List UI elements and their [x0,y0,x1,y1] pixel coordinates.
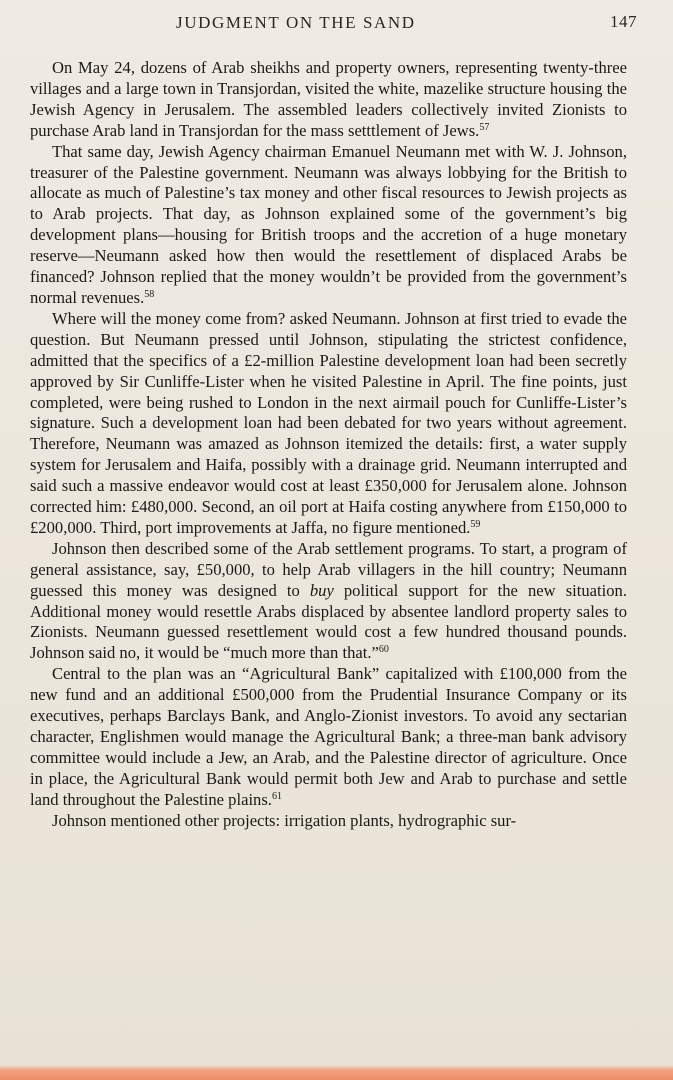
paragraph-text: Johnson then described some of the Arab settlement programs. To start, a program of general assistance, say, £50,000, to help Arab villagers in the hill country; Neumann guessed this money was designed to [30,538,627,600]
paragraph-text: Central to the plan was an “Agricultural Bank” capitalized with £100,000 from the new fund and an additional £500,000 from the Prudential Insurance Company or its executives, perhaps Barclays Bank, and Anglo-Zionist investors. To avoid any sectarian character, Englishmen would manage the Agricultural Bank; a three-man bank advisory committee would include a Jew, an Arab, and the Palestine director of agriculture. Once in place, the Agricultural Bank would permit both Jew and Arab to purchase and settle land throughout the Palestine plains. [30,664,627,809]
paragraph [30,58,627,142]
paragraph-text: Where will the money come from? asked Neumann. Johnson at first tried to evade the question. But Neumann pressed until Johnson, stipulating the strictest confidence, admitted that the specifics of a £2-million Palestine development loan had been secretly approved by Sir Cunliffe-Lister when he visited Palestine in April. The fine points, just completed, were being rushed to London in the next airmail pouch for Cunliffe-Lister’s signature. Such a development loan had been debated for two years without agreement. Therefore, Neumann was amazed as Johnson itemized the details: first, a water supply system for Jerusalem and Haifa, possibly with a drainage grid. Neumann interrupted and said such a massive endeavor would cost at least £350,000 for Jerusalem alone. Johnson corrected him: £480,000. Second, an oil port at Haifa costing anywhere from £150,000 to £200,000. Third, port improvements at Jaffa, no figure mentioned. [30,308,627,537]
body-text [30,58,627,832]
paragraph [30,811,627,832]
paragraph-text: On May 24, dozens of Arab sheikhs and property owners, representing twenty-three villages and a large town in Transjordan, visited the white, mazelike structure housing the Jewish Agency in Jerusalem. The assembled leaders collectively invited Zionists to purchase Arab land in Transjordan for the mass setttlement of Jews. [30,58,627,140]
paragraph [30,664,627,810]
footnote-ref: 59 [470,518,481,530]
paragraph-text: That same day, Jewish Agency chairman Emanuel Neumann met with W. J. Johnson, treasurer of the Palestine government. Neumann was always lobbying for the British to allocate as much of Palestine’s tax money and other fiscal resources to Jewish projects as to Arab projects. That day, as Johnson explained some of the government’s big development plans—housing for British troops and the accretion of a huge monetary reserve—Neumann asked how then would the resettlement of displaced Arabs be financed? Johnson replied that the money wouldn’t be provided from the government’s normal revenues. [30,141,627,307]
footnote-ref: 60 [378,644,389,656]
page-bottom-edge [0,1065,673,1080]
paragraph [30,539,627,664]
emphasized-word: buy [309,580,334,600]
paragraph [30,142,627,309]
running-head: JUDGMENT ON THE SAND [176,13,416,32]
paragraph [30,309,627,539]
page-header [32,12,643,36]
paragraph-text: Johnson mentioned other projects: irrigation plants, hydrographic sur- [52,810,517,830]
page-number: 147 [610,12,637,31]
footnote-ref: 57 [479,121,490,133]
footnote-ref: 58 [144,288,155,300]
paragraph-text: political support for the new situation. Additional money would resettle Arabs displaced by absentee landlord property sales to Zionists. Neumann guessed resettlement would cost a few hundred thousand pounds. Johnson said no, it would be “much more than that.” [30,580,627,663]
footnote-ref: 61 [271,790,282,802]
